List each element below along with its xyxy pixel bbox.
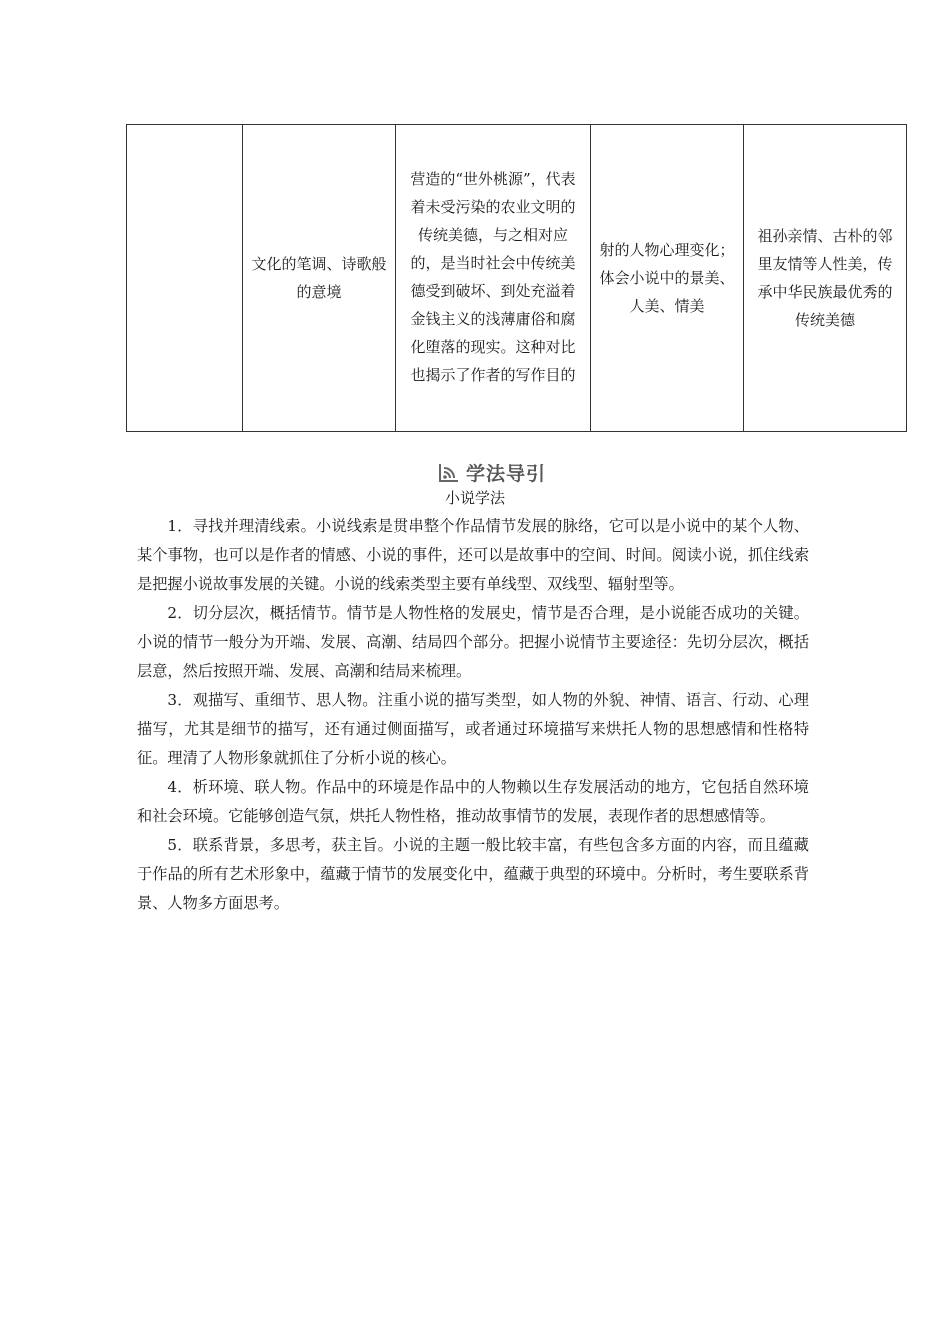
table-cell-theme-text: 营造的“世外桃源”，代表着未受污染的农业文明的传统美德，与之相对应的，是当时社会中传统美德受到破坏、到处充溢着金钱主义的浅薄庸俗和腐化堕落的现实。这种对比也揭示了作者的写作目的 <box>410 170 576 384</box>
table-cell-virtue: 祖孙亲情、古朴的邻里友情等人性美，传承中华民族最优秀的传统美德 <box>744 125 907 432</box>
paragraph-4: 4．析环境、联人物。作品中的环境是作品中的人物赖以生存发展活动的地方，它包括自然环境和社会环境。它能够创造气氛，烘托人物性格，推动故事情节的发展，表现作者的思想感情等。 <box>137 778 809 825</box>
paragraph-3: 3．观描写、重细节、思人物。注重小说的描写类型，如人物的外貌、神情、语言、行动、心理描写，尤其是细节的描写，还有通过侧面描写，或者通过环境描写来烘托人物的思想感情和性格特征。理清了人物形象就抓住了分析小说的核心。 <box>137 691 809 767</box>
table-cell-style: 文化的笔调、诗歌般的意境 <box>243 125 396 432</box>
table-cell-empty <box>127 125 243 432</box>
paragraph-2: 2．切分层次，概括情节。情节是人物性格的发展史，情节是否合理，是小说能否成功的关键。小说的情节一般分为开端、发展、高潮、结局四个部分。把握小说情节主要途径：先切分层次，概括层意，然后按照开端、发展、高潮和结局来梳理。 <box>137 604 809 680</box>
table-cell-theme <box>396 125 591 432</box>
guide-body <box>137 512 809 918</box>
paragraph-5: 5．联系背景，多思考，获主旨。小说的主题一般比较丰富，有些包含多方面的内容，而且蕴藏于作品的所有艺术形象中，蕴藏于情节的发展变化中，蕴藏于典型的环境中。分析时，考生要联系背景、人物多方面思考。 <box>137 836 809 912</box>
signal-book-icon <box>438 461 460 483</box>
section-subtitle: 小说学法 <box>444 489 505 507</box>
guide-title: 学法导引 <box>466 462 547 485</box>
guide-header <box>438 458 546 486</box>
table-cell-reading: 射的人物心理变化；体会小说中的景美、人美、情美 <box>591 125 744 432</box>
table-row <box>127 125 907 432</box>
paragraph-1: 1．寻找并理清线索。小说线索是贯串整个作品情节发展的脉络，它可以是小说中的某个人物、某个事物，也可以是作者的情感、小说的事件，还可以是故事中的空间、时间。阅读小说，抓住线索是把握小说故事发展的关键。小说的线索类型主要有单线型、双线型、辐射型等。 <box>137 517 809 593</box>
content-table <box>126 124 907 432</box>
